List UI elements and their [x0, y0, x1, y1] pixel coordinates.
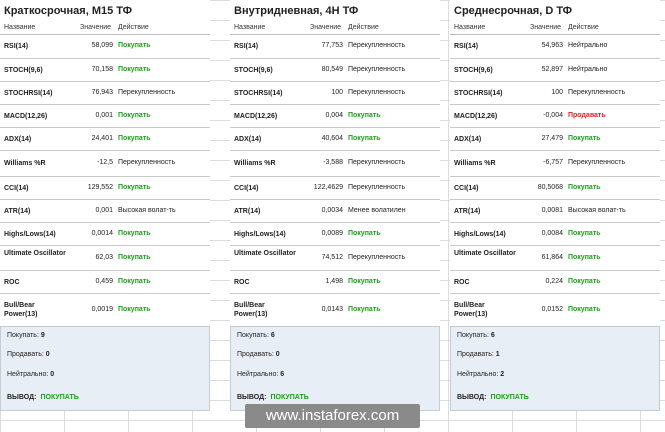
summary-neutral-count: 0	[50, 371, 55, 378]
table-row	[0, 200, 210, 223]
indicator-value: -3,588	[323, 159, 343, 166]
indicator-action: Покупать	[118, 42, 151, 49]
indicator-value: 0,0152	[541, 305, 563, 313]
summary-neutral	[7, 371, 54, 378]
indicator-name: RSI(14)	[4, 43, 29, 50]
indicator-name: ADX(14)	[234, 135, 262, 143]
indicator-action: Покупать	[118, 305, 151, 313]
table-row	[0, 82, 210, 105]
table-row	[230, 294, 440, 327]
indicator-action: Менее волатилен	[348, 206, 406, 214]
conclusion	[237, 394, 309, 401]
column-action-header: Действие	[118, 24, 149, 31]
indicator-action: Покупать	[568, 134, 601, 142]
indicator-action: Перекупленность	[568, 159, 626, 166]
summary-sell-label: Продавать:	[457, 351, 494, 358]
table-row	[0, 105, 210, 128]
indicator-value: 129,552	[87, 183, 113, 191]
table-row	[450, 35, 660, 59]
summary-buy-label: Покупать:	[457, 332, 489, 339]
column-name-header: Название	[234, 24, 266, 31]
table-row	[450, 294, 660, 327]
indicator-value: 77,753	[321, 42, 343, 49]
table-row	[230, 82, 440, 105]
summary-buy	[237, 332, 275, 339]
table-row	[0, 59, 210, 82]
table-row	[230, 177, 440, 200]
indicator-action: Перекупленность	[118, 159, 176, 166]
indicator-panel	[450, 0, 660, 411]
indicator-action: Перекупленность	[348, 42, 406, 49]
indicator-name: ATR(14)	[4, 207, 31, 215]
conclusion-value: ПОКУПАТЬ	[490, 394, 529, 401]
indicator-name: ADX(14)	[4, 135, 32, 143]
indicator-value: 70,158	[91, 65, 113, 73]
indicator-value: 1,498	[325, 277, 343, 285]
table-row	[230, 59, 440, 82]
indicator-value: -0,004	[543, 111, 563, 119]
indicator-action: Перекупленность	[348, 253, 406, 261]
table-row	[450, 82, 660, 105]
indicator-value: 54,963	[541, 42, 563, 49]
indicator-name: ROC	[454, 278, 470, 286]
table-row	[0, 35, 210, 59]
indicator-action: Покупать	[118, 277, 151, 285]
summary-buy-count: 6	[490, 332, 495, 339]
indicator-action: Покупать	[118, 229, 151, 237]
table-row	[0, 177, 210, 200]
summary-neutral-count: 2	[500, 371, 505, 378]
indicator-name: Highs/Lows(14)	[4, 230, 56, 238]
indicator-name: Bull/Bear Power(13)	[454, 302, 488, 318]
indicator-action: Покупать	[348, 134, 381, 142]
indicator-value: 0,004	[325, 111, 343, 119]
indicator-name: STOCHRSI(14)	[234, 89, 283, 97]
indicator-name: Williams %R	[234, 160, 276, 167]
indicator-action: Высокая волат-ть	[568, 206, 626, 214]
indicator-action: Продавать	[568, 111, 606, 119]
indicator-value: 40,604	[321, 134, 343, 142]
summary-buy-label: Покупать:	[237, 332, 269, 339]
conclusion-label: ВЫВОД:	[7, 394, 37, 401]
summary-neutral	[457, 371, 504, 378]
indicator-value: 76,943	[91, 88, 113, 96]
table-row	[450, 177, 660, 200]
indicator-value: 0,0034	[321, 206, 343, 214]
indicator-value: 100	[331, 88, 343, 96]
table-row	[0, 271, 210, 294]
indicator-action: Покупать	[118, 65, 151, 73]
indicator-action: Перекупленность	[348, 159, 406, 166]
indicator-value: 58,099	[91, 42, 113, 49]
indicator-value: 74,512	[321, 253, 343, 261]
summary-neutral-label: Нейтрально:	[7, 371, 49, 378]
indicator-name: RSI(14)	[454, 43, 479, 50]
indicator-action: Покупать	[568, 253, 601, 261]
indicator-name: CCI(14)	[234, 184, 259, 192]
summary-sell	[7, 351, 50, 358]
indicator-name: ROC	[4, 278, 20, 286]
indicator-action: Нейтрально	[568, 65, 608, 73]
indicator-value: 0,459	[95, 277, 113, 285]
indicator-name: STOCHRSI(14)	[4, 89, 53, 97]
indicator-panel	[0, 0, 210, 411]
table-row	[230, 200, 440, 223]
indicator-value: 52,897	[541, 65, 563, 73]
indicator-panel	[230, 0, 440, 411]
summary-sell-count: 0	[275, 351, 280, 358]
indicator-action: Покупать	[568, 183, 601, 191]
conclusion	[7, 394, 79, 401]
indicator-value: 0,001	[95, 206, 113, 214]
indicator-value: 61,864	[541, 253, 563, 261]
table-row	[0, 151, 210, 177]
indicator-name: Ultimate Oscillator	[454, 250, 516, 257]
table-row	[450, 151, 660, 177]
watermark: www.instaforex.com	[245, 404, 420, 428]
summary-sell	[237, 351, 280, 358]
indicator-action: Покупать	[568, 305, 601, 313]
indicator-action: Перекупленность	[348, 65, 406, 73]
indicator-name: Highs/Lows(14)	[454, 230, 506, 238]
indicator-value: 0,001	[95, 111, 113, 119]
summary-neutral-count: 6	[280, 371, 285, 378]
indicator-action: Покупать	[348, 305, 381, 313]
indicator-value: 24,401	[91, 134, 113, 142]
conclusion	[457, 394, 529, 401]
table-row	[450, 200, 660, 223]
summary-buy	[7, 332, 45, 339]
indicator-name: Williams %R	[4, 160, 46, 167]
table-row	[230, 105, 440, 128]
summary-buy-label: Покупать:	[7, 332, 39, 339]
indicator-name: STOCH(9,6)	[4, 66, 43, 74]
indicator-value: 27,479	[541, 134, 563, 142]
indicator-action: Покупать	[118, 253, 151, 261]
column-value-header: Значение	[80, 24, 112, 31]
indicator-name: Ultimate Oscillator	[4, 250, 66, 257]
indicator-name: MACD(12,26)	[4, 112, 48, 120]
indicator-action: Перекупленность	[348, 183, 406, 191]
indicator-value: 0,0084	[541, 229, 563, 237]
panel-title: Внутридневная, 4H ТФ	[230, 0, 440, 22]
table-row	[450, 128, 660, 151]
column-name-header: Название	[454, 24, 486, 31]
table-row	[230, 223, 440, 246]
table-row	[0, 128, 210, 151]
indicator-name: MACD(12,26)	[234, 112, 278, 120]
indicator-action: Покупать	[348, 111, 381, 119]
indicator-action: Покупать	[118, 134, 151, 142]
table-header	[0, 22, 210, 35]
indicator-name: STOCHRSI(14)	[454, 89, 503, 97]
indicator-name: Williams %R	[454, 160, 496, 167]
table-row	[0, 223, 210, 246]
indicator-value: -12,5	[97, 159, 113, 166]
table-header	[450, 22, 660, 35]
indicator-action: Покупать	[568, 229, 601, 237]
indicator-value: 80,5068	[537, 183, 563, 191]
indicator-action: Нейтрально	[568, 42, 608, 49]
table-row	[230, 246, 440, 271]
conclusion-value: ПОКУПАТЬ	[270, 394, 309, 401]
indicator-value: 0,0019	[91, 305, 113, 313]
table-row	[450, 271, 660, 294]
indicator-value: 0,224	[545, 277, 563, 285]
indicator-name: STOCH(9,6)	[234, 66, 273, 74]
conclusion-label: ВЫВОД:	[457, 394, 487, 401]
summary-buy	[457, 332, 495, 339]
table-row	[450, 105, 660, 128]
summary-sell-count: 0	[45, 351, 50, 358]
indicator-value: 0,0081	[541, 206, 563, 214]
table-row	[450, 223, 660, 246]
column-value-header: Значение	[310, 24, 342, 31]
summary-sell	[457, 351, 500, 358]
column-value-header: Значение	[530, 24, 562, 31]
table-row	[230, 128, 440, 151]
summary-box	[0, 327, 210, 411]
indicator-action: Перекупленность	[568, 88, 626, 96]
indicator-name: CCI(14)	[4, 184, 29, 192]
summary-sell-count: 1	[495, 351, 500, 358]
summary-neutral-label: Нейтрально:	[237, 371, 279, 378]
summary-buy-count: 6	[270, 332, 275, 339]
indicator-action: Покупать	[118, 111, 151, 119]
indicator-action: Покупать	[568, 277, 601, 285]
indicator-value: 0,0089	[321, 229, 343, 237]
indicator-value: -6,757	[543, 159, 563, 166]
summary-box	[230, 327, 440, 411]
table-header	[230, 22, 440, 35]
indicator-action: Высокая волат-ть	[118, 206, 176, 214]
indicator-name: Highs/Lows(14)	[234, 230, 286, 238]
indicator-name: Ultimate Oscillator	[234, 250, 296, 257]
panel-title: Краткосрочная, M15 ТФ	[0, 0, 210, 22]
indicator-name: RSI(14)	[234, 43, 259, 50]
conclusion-value: ПОКУПАТЬ	[40, 394, 79, 401]
indicator-value: 100	[551, 88, 563, 96]
table-row	[450, 59, 660, 82]
table-row	[450, 246, 660, 271]
indicator-action: Покупать	[348, 229, 381, 237]
indicator-name: ATR(14)	[454, 207, 481, 215]
indicator-name: MACD(12,26)	[454, 112, 498, 120]
indicator-action: Покупать	[118, 183, 151, 191]
indicator-name: ROC	[234, 278, 250, 286]
column-name-header: Название	[4, 24, 36, 31]
indicator-name: Bull/Bear Power(13)	[234, 302, 268, 318]
indicator-action: Перекупленность	[118, 88, 176, 96]
summary-neutral-label: Нейтрально:	[457, 371, 499, 378]
summary-neutral	[237, 371, 284, 378]
indicator-name: ATR(14)	[234, 207, 261, 215]
indicator-action: Покупать	[348, 277, 381, 285]
summary-buy-count: 9	[40, 332, 45, 339]
table-row	[230, 35, 440, 59]
indicator-name: CCI(14)	[454, 184, 479, 192]
indicator-action: Перекупленность	[348, 88, 406, 96]
summary-box	[450, 327, 660, 411]
summary-sell-label: Продавать:	[7, 351, 44, 358]
indicator-name: Bull/Bear Power(13)	[4, 302, 38, 318]
conclusion-label: ВЫВОД:	[237, 394, 267, 401]
indicator-name: STOCH(9,6)	[454, 66, 493, 74]
indicator-value: 122,4629	[313, 183, 343, 191]
table-row	[230, 151, 440, 177]
table-row	[0, 294, 210, 327]
indicator-name: ADX(14)	[454, 135, 482, 143]
indicator-value: 80,549	[321, 65, 343, 73]
panel-title: Среднесрочная, D ТФ	[450, 0, 660, 22]
table-row	[230, 271, 440, 294]
indicator-value: 62,03	[95, 253, 113, 261]
indicator-value: 0,0143	[321, 305, 343, 313]
table-row	[0, 246, 210, 271]
summary-sell-label: Продавать:	[237, 351, 274, 358]
column-action-header: Действие	[568, 24, 599, 31]
indicator-value: 0,0014	[91, 229, 113, 237]
column-action-header: Действие	[348, 24, 379, 31]
